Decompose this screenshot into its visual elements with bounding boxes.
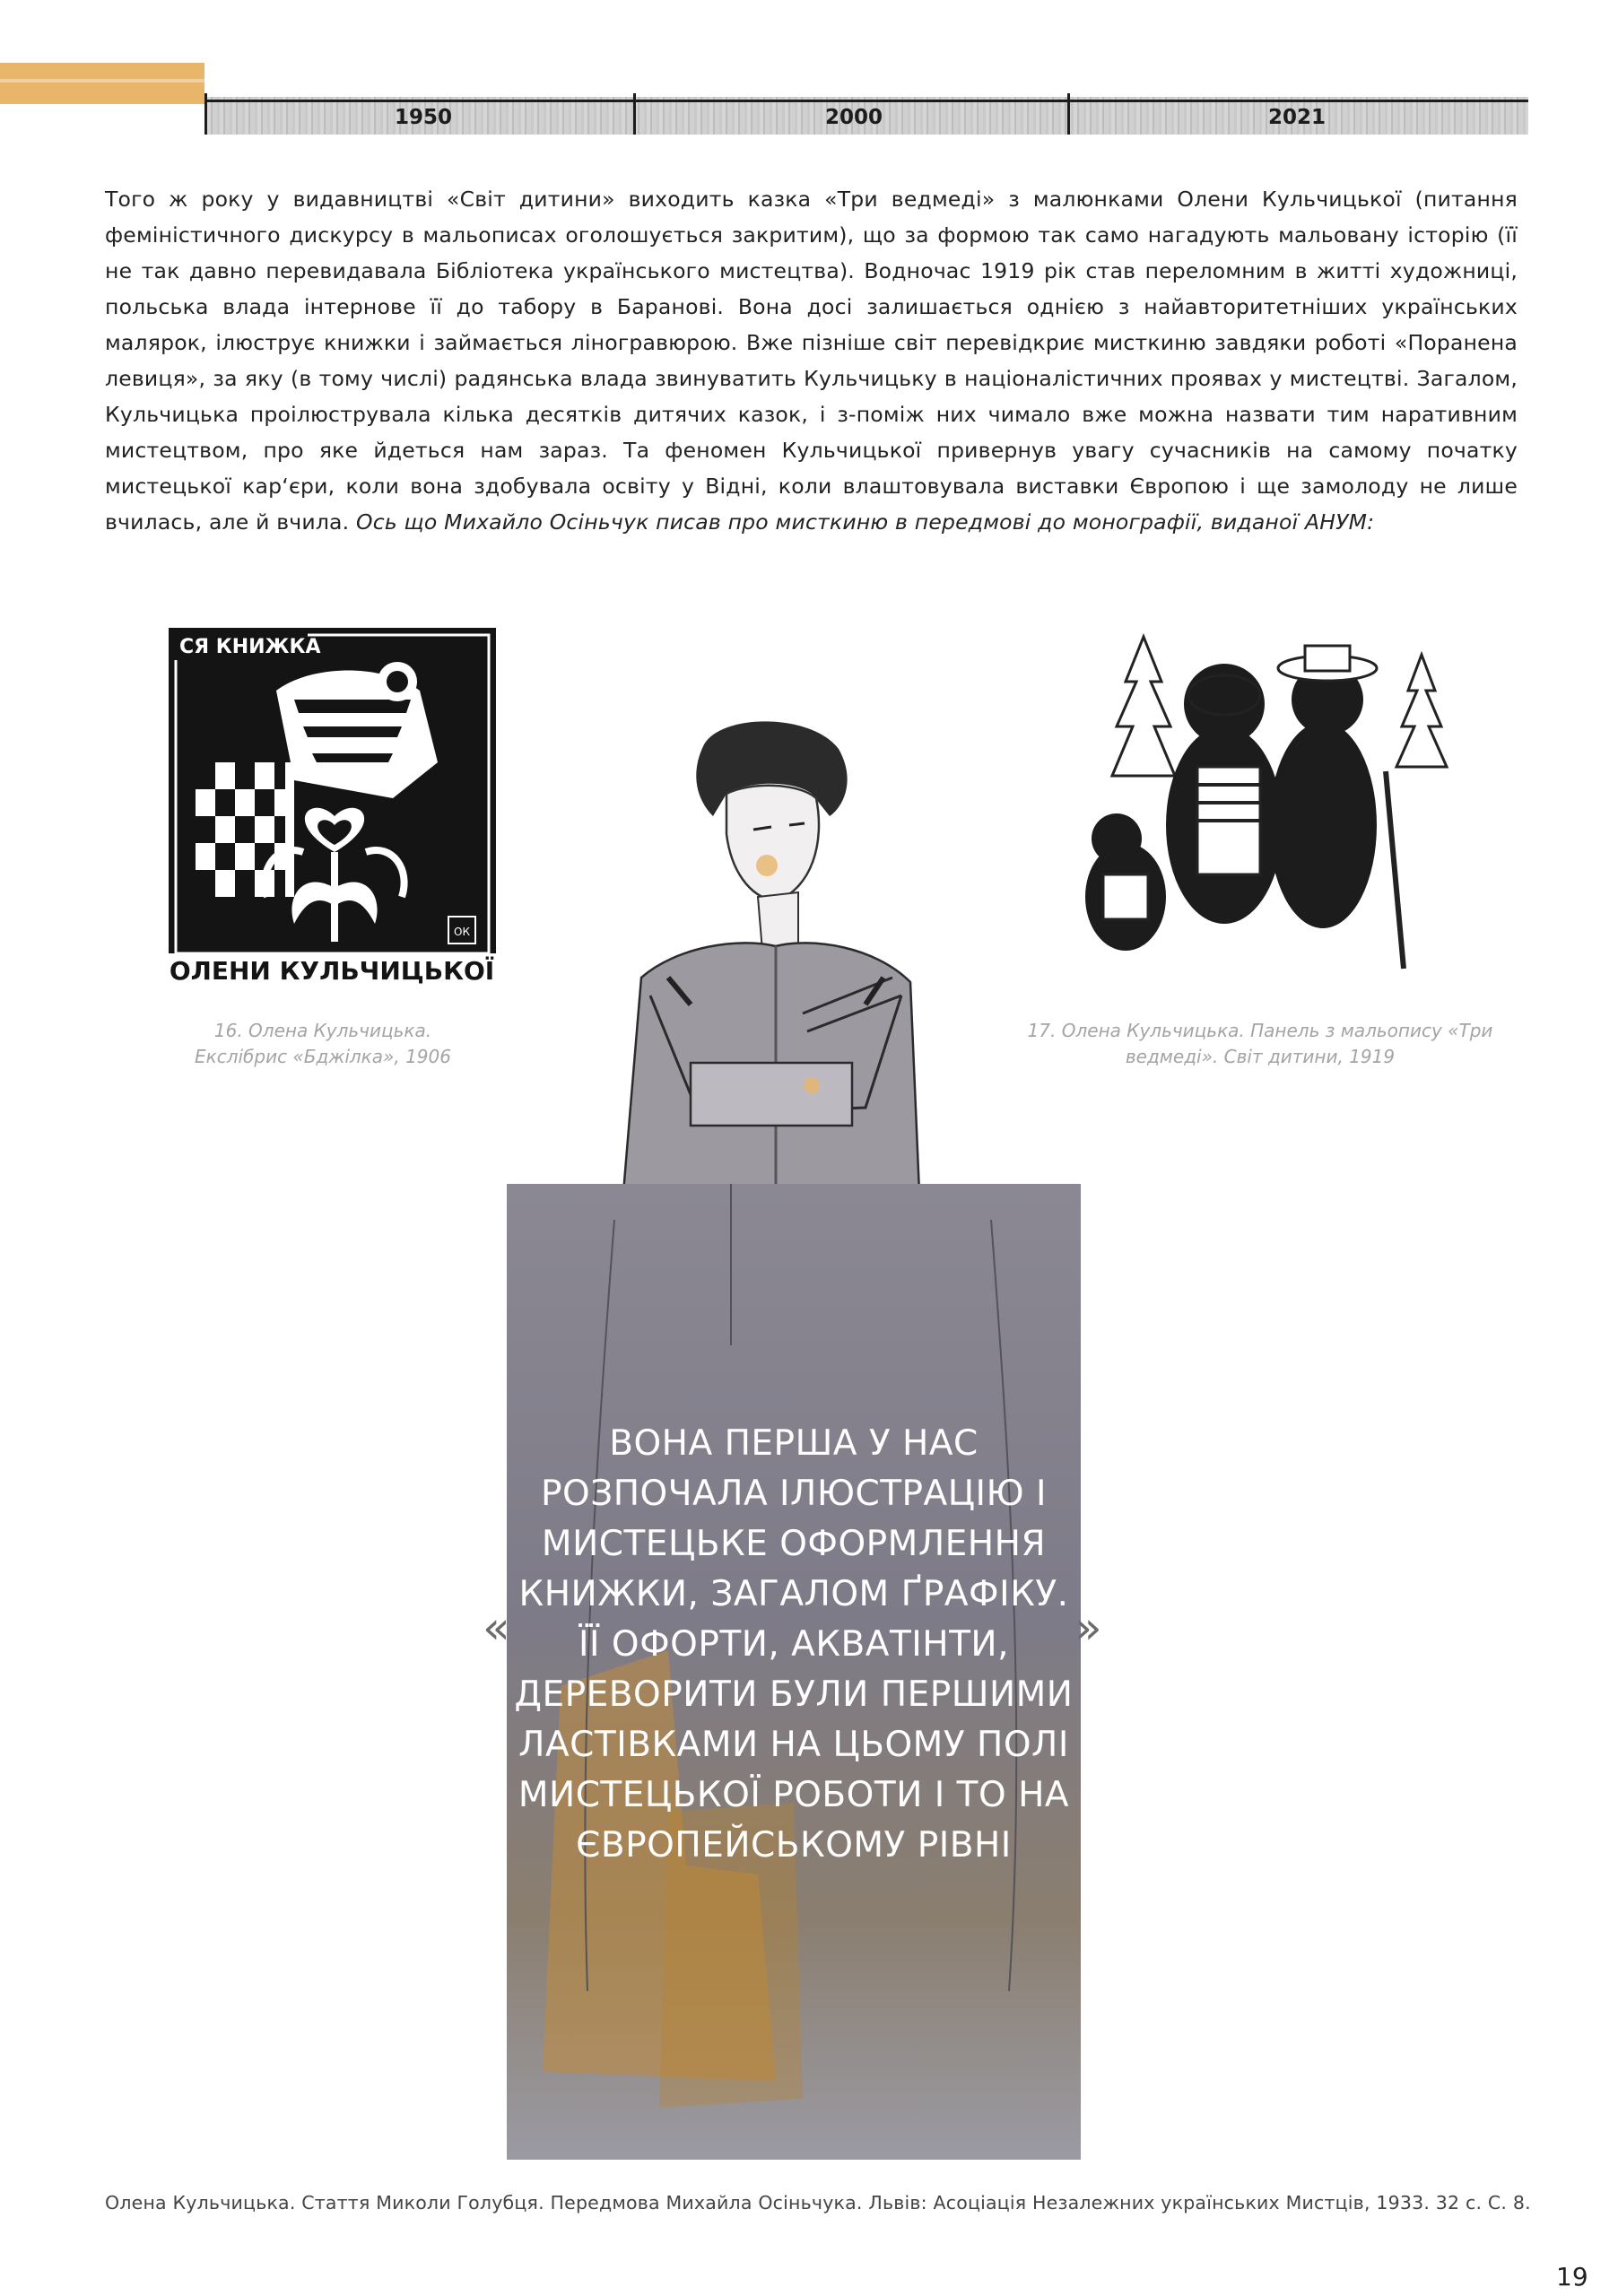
quote-line: ЄВРОПЕЙСЬКОМУ РІВНІ [576,1825,1012,1866]
checker-pattern [187,762,294,897]
exlibris-artwork [169,628,496,987]
figure-16-caption [135,1018,511,1070]
quote-line: ДЕРЕВОРИТИ БУЛИ ПЕРШИМИ [514,1674,1074,1715]
body-text: Того ж року у видавництві «Світ дитини» виходить казка «Три ведмеді» з малюнками Олени Кульчицької (питання феміністичного дискурсу в мальописах оголошується закритим), що за формою так само нагадують мальовану історію (її не так давно перевидавала Бібліотека українського мистецтва). Водночас 1919 рік став переломним в житті художниці, польська влада інтернове її до табору в Баранові. Вона досі залишається однією з найавторитетніших українських малярок, ілюструє книжки і займається ліногравюрою. Вже пізніше світ перевідкриє мисткиню завдяки роботі «Поранена левиця», за яку (в тому числі) радянська влада звинуватить Кульчицьку в націоналістичних проявах у мистецтві. Загалом, Кульчицька проілюструвала кілька десятків дитячих казок, і з-поміж них чимало вже можна назвати тим наративним мистецтвом, про яке йдеться нам зараз. Та феномен Кульчицької привернув увагу сучасників на самому початку мистецької кар‘єри, коли вона здобувала освіту у Відні, коли влаштовувала виставки Європою і ще замолоду не лише вчилась, але й вчила. [105,187,1518,535]
quote-line: МИСТЕЦЬКОЇ РОБОТИ І ТО НА [518,1775,1070,1815]
figure-16-exlibris [169,628,496,987]
page-number: 19 [1556,2262,1588,2292]
exlibris-monogram: ОК [454,926,470,938]
timeline-year-1950: 1950 [395,106,453,129]
quote-line: ВОНА ПЕРША У НАС [609,1423,979,1464]
timeline-tick [204,93,207,135]
quote-line: РОЗПОЧАЛА ІЛЮСТРАЦІЮ І [540,1474,1048,1514]
quote-line: ЇЇ ОФОРТИ, АКВАТІНТИ, [578,1624,1010,1665]
quote-text [507,1419,1081,1871]
exlibris-bottom-text: ОЛЕНИ КУЛЬЧИЦЬКОЇ [169,956,495,986]
timeline-tick [1067,93,1070,135]
three-bears-artwork [1063,619,1462,987]
footnote: Олена Кульчицька. Стаття Миколи Голубця. Передмова Михайла Осіньчука. Львів: Асоціація Незалежних українських Мистців, 1933. 32 с. С. 8. [105,2192,1531,2213]
exlibris-top-text: СЯ КНИЖКА [179,636,321,658]
timeline-accent [0,63,204,104]
portrait-artwork [543,709,964,1193]
caption-line: 16. Олена Кульчицька. [213,1020,432,1041]
timeline-line [204,100,1528,102]
timeline-year-2021: 2021 [1268,106,1327,129]
quote-line: МИСТЕЦЬКЕ ОФОРМЛЕННЯ [541,1524,1047,1564]
body-paragraph [105,181,1518,540]
figure-17-three-bears [1063,619,1462,987]
caption-line: ведмеді». Світ дитини, 1919 [1125,1046,1396,1067]
body-italic-lead-in: Ось що Михайло Осіньчук писав про мисткиню в передмові до монографії, виданої АНУМ: [356,509,1375,535]
quote-line: ЛАСТІВКАМИ НА ЦЬОМУ ПОЛІ [518,1725,1069,1765]
quote-open-mark: « [483,1602,510,1654]
timeline-year-2000: 2000 [825,106,883,129]
quote-line: КНИЖКИ, ЗАГАЛОМ ҐРАФІКУ. [518,1574,1069,1614]
caption-line: Екслібрис «Бджілка», 1906 [195,1046,451,1067]
figure-17-caption [1013,1018,1507,1070]
timeline-tick [633,93,636,135]
quote-close-mark: » [1074,1602,1102,1654]
portrait-sketch [543,709,964,1193]
quote-block [507,1184,1081,2160]
caption-line: 17. Олена Кульчицька. Панель з мальопису «Три [1027,1020,1493,1041]
